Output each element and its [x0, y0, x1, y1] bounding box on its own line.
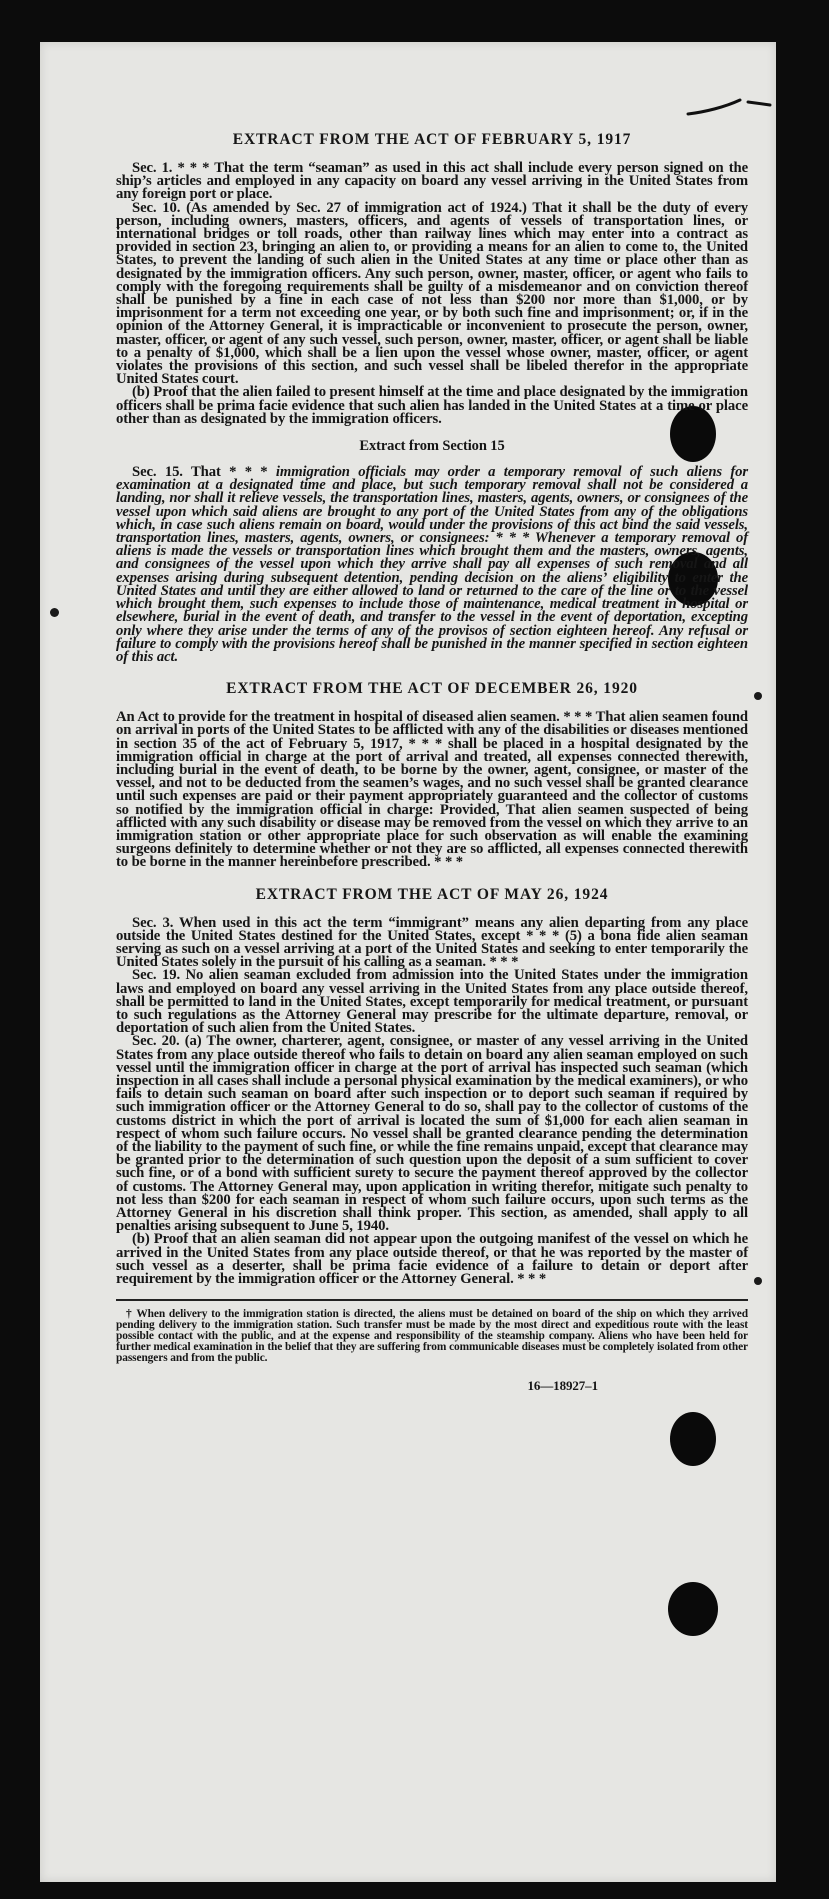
section-19: Sec. 19. No alien seaman excluded from admission into the United States under the immigration laws and employed on board any vessel arriving in the United States from any place outside thereof, shall be permitted to land in the United States, except temporarily for medical treatment, or pursuant to such regulations as the Attorney General may prescribe for the ultimate departure, removal, or deportation of such alien from the United States.	[116, 967, 748, 1037]
footnote	[116, 1299, 748, 1364]
section-3: Sec. 3. When used in this act the term “immigrant” means any alien departing from any place outside the United States destined for the United States, except * * * (5) a bona fide alien seaman serving as such on a vessel arriving at a port of the United States and seeking to enter temporarily the United States solely in the pursuit of his calling as a seaman. * * *	[116, 914, 748, 971]
punch-hole-3	[670, 1412, 716, 1466]
section-10-b: (b) Proof that the alien failed to present himself at the time and place designated by the immigration officers shall be prima facie evidence that such alien has landed in the United States at a time or place other than as designated by the immigration officers.	[116, 384, 748, 427]
document-body	[116, 132, 748, 1393]
handwritten-mark	[680, 92, 780, 122]
document-page	[40, 42, 776, 1882]
section-15-lead: Sec. 15. That * * *	[132, 464, 268, 481]
section-20-a: Sec. 20. (a) The owner, charterer, agent, consignee, or master of any vessel arriving in the United States from any place outside thereof who fails to detain on board any alien seaman employed on such vessel until the immigration officer in charge at the port of arrival has inspected such seaman (which inspection in all cases shall include a personal physical examination by the medical examiners), or who fails to detain such seaman on board after such inspection or to deport such seaman if required by such immigration officer or the Attorney General to do so, shall pay to the collector of customs of the customs district in which the port of arrival is located the sum of $1,000 for each alien seaman in respect of whom such failure occurs. No vessel shall be granted clearance pending the determination of the liability to the payment of such fine, or while the fine remains unpaid, except that clearance may be granted prior to the determination of such question upon the deposit of a sum sufficient to cover such fine, or of a bond with sufficient surety to secure the payment thereof approved by the collector of customs. The Attorney General may, upon application in writing therefor, mitigate such penalty to not less than $200 for each seaman in respect of whom such failure occurs, upon such terms as the Attorney General in his discretion shall think proper. This section, as amended, shall apply to all penalties arising subsequent to June 5, 1940.	[116, 1033, 748, 1235]
act-1920-text: An Act to provide for the treatment in hospital of diseased alien seamen. * * * That alien seamen found on arrival in ports of the United States to be afflicted with any of the disabilities or diseases mentioned in section 35 of the act of February 5, 1917, * * * shall be placed in a hospital designated by the immigration official in charge at the port of arrival and treated, all expenses connected therewith, including burial in the event of death, to be borne by the owner, agent, consignee, or master of the vessel, and not to be deducted from the seamen’s wages, and no such vessel shall be granted clearance until such expenses are paid or their payment appropriately guaranteed and the collector of customs so notified by the immigration official in charge: Provided, That alien seamen suspected of being afflicted with any such disability or disease may be removed from the vessel on which they arrive to an immigration station or other appropriate place for such observation as will enable the examining surgeons definitely to determine whether or not they are so afflicted, all expenses connected therewith to be borne in the manner hereinbefore prescribed. * * *	[116, 709, 748, 871]
footnote-text: † When delivery to the immigration station is directed, the aliens must be detained on board of the ship on which they arrived pending delivery to the immigration station. Such transfer must be made by the most direct and expeditious route with the least possible contact with the public, and at the expense and responsibility of the steamship company. Aliens who have been held for further medical examination in the belief that they are suffering from communicable diseases must be completely isolated from other passengers and from the public.	[116, 1308, 748, 1365]
section-1: Sec. 1. * * * That the term “seaman” as used in this act shall include every person signed on the ship’s articles and employed in any capacity on board any vessel arriving in the United States from any foreign port or place.	[116, 160, 748, 203]
ink-speck-1	[50, 608, 59, 617]
heading-act-1920: EXTRACT FROM THE ACT OF DECEMBER 26, 1920	[226, 680, 638, 698]
ink-speck-3	[754, 1277, 762, 1285]
heading-act-1917: EXTRACT FROM THE ACT OF FEBRUARY 5, 1917	[232, 131, 632, 148]
section-15-text: immigration officials may order a temporary removal of such aliens for examination at a designated time and place, but such temporary removal shall not be considered a landing, nor shall it relieve vessels, the transportation lines, masters, agents, owners, or consignees of the vessel upon which said aliens are brought to any port of the United States from any of the obligations which, in case such aliens remain on board, would under the provisions of this act bind the said vessels, transportation lines, masters, agents, owners, or consignees: * * * Whenever a temporary removal of aliens is made the vessels or transportation lines which brought them and the masters, owners, agents, and consignees of the vessel upon which they arrive shall pay all expenses of such removal and all expenses arising during subsequent detention, pending decision on the aliens’ eligibility to enter the United States and until they are either allowed to land or returned to the care of the line or to the vessel which brought them, such expenses to include those of maintenance, medical treatment in hospital or elsewhere, burial in the event of death, and transfer to the vessel in the event of deportation, excepting only where they arise under the terms of any of the provisos of section eighteen hereof. Any refusal or failure to comply with the provisions hereof shall be punished in the manner specified in section eighteen of this act.	[116, 464, 748, 665]
section-20-b: (b) Proof that an alien seaman did not appear upon the outgoing manifest of the vessel on which he arrived in the United States from any place outside thereof, or that he was reported by the master of such vessel as a deserter, shall be prima facie evidence of a failure to detain or deport after requirement by the immigration officer or the Attorney General. * * *	[116, 1231, 748, 1288]
section-10: Sec. 10. (As amended by Sec. 27 of immigration act of 1924.) That it shall be the duty of every person, including owners, masters, officers, and agents of vessels of transportation lines, or international bridges or toll roads, other than railway lines which may enter into a contract as provided in section 23, bringing an alien to, or providing a means for an alien to come to, the United States, to prevent the landing of such alien in the United States at any time or place other than as designated by the immigration officers. Any such person, owner, master, officer, or agent who fails to comply with the foregoing requirements shall be guilty of a misdemeanor and on conviction thereof shall be punished by a fine in each case of not less than $200 nor more than $1,000, or by imprisonment for a term not exceeding one year, or by both such fine and imprisonment; or, if in the opinion of the Attorney General, it is impracticable or inconvenient to prosecute the person, owner, master, officer, or agent of any such vessel, such person, owner, master, officer, or agent shall be liable to a penalty of $1,000, which shall be a lien upon the vessel whose owner, master, officer, or agent violates the provisions of this section, and such vessel shall be libeled therefor in the appropriate United States court.	[116, 199, 748, 388]
punch-hole-4	[668, 1582, 718, 1636]
subheading-section-15: Extract from Section 15	[359, 438, 505, 455]
ink-speck-2	[754, 692, 762, 700]
heading-act-1924: EXTRACT FROM THE ACT OF MAY 26, 1924	[255, 885, 609, 903]
section-15	[116, 466, 748, 664]
form-number: 16—18927–1	[527, 1378, 598, 1394]
